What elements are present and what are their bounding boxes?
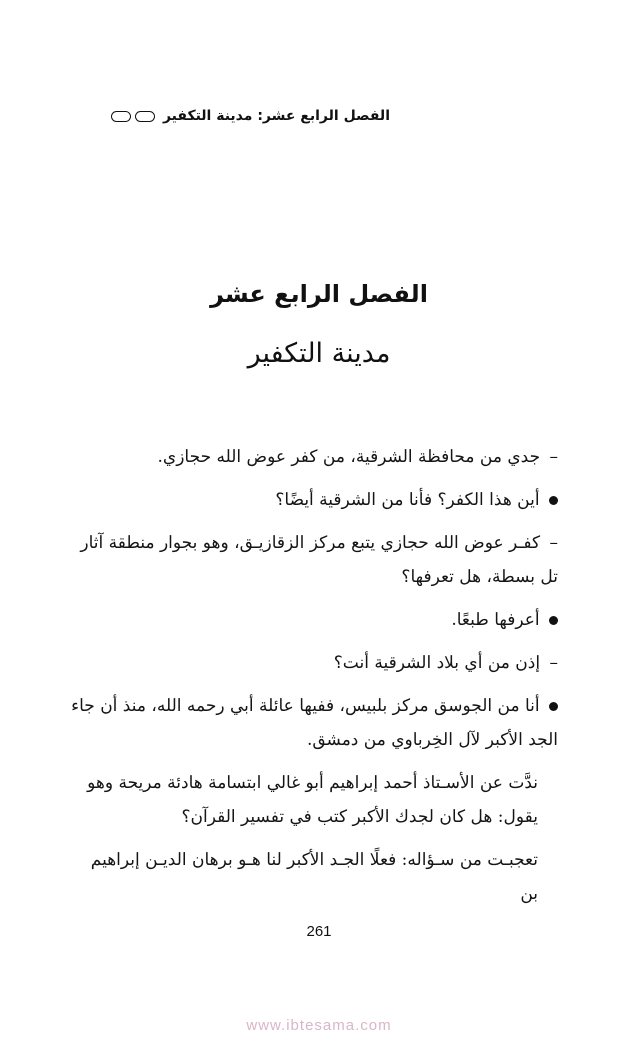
paragraph-text: تعجبـت من سـؤاله: فعلًا الجـد الأكبر لنا هـو برهان الديـن إبراهيم بن [90, 850, 538, 904]
paragraph-text: أعرفها طبعًا. [451, 610, 540, 630]
paragraph-text: ندَّت عن الأسـتاذ أحمد إبراهيم أبو غالي ابتسامة هادئة مريحة وهو يقول: هل كان لجدك الأكبر كتب في تفسير القرآن؟ [87, 773, 538, 827]
paragraph-text: أنا من الجوسق مركز بلبيس، ففيها عائلة أبي رحمه الله، منذ أن جاء الجد الأكبر لآل الخِرباوي من دمشق. [71, 696, 558, 750]
chapter-subtitle: مدينة التكفير [247, 338, 391, 369]
paragraph-8 [68, 843, 558, 911]
header-ornament-icon [111, 111, 155, 122]
dialogue-dash: – [549, 653, 558, 673]
chapter-title: الفصل الرابع عشر [210, 280, 428, 308]
body-text [68, 440, 558, 920]
paragraph-text: كفـر عوض الله حجازي يتبع مركز الزقازيـق، وهو بجوار منطقة آثار تل بسطة، هل تعرفها؟ [80, 533, 558, 587]
bullet-icon [549, 702, 558, 711]
paragraph-1 [68, 440, 558, 474]
paragraph-text: جدي من محافظة الشرقية، من كفر عوض الله حجازي. [157, 447, 541, 467]
dialogue-dash: – [549, 533, 558, 553]
bullet-icon [549, 496, 558, 505]
paragraph-text: إذن من أي بلاد الشرقية أنت؟ [333, 653, 541, 673]
paragraph-4 [68, 603, 558, 637]
paragraph-2 [68, 483, 558, 517]
bullet-icon [549, 616, 558, 625]
running-header [111, 108, 390, 124]
running-header-title: الفصل الرابع عشر: مدينة التكفير [162, 108, 390, 124]
paragraph-3 [68, 526, 558, 594]
dialogue-dash: – [549, 447, 558, 467]
paragraph-7 [68, 766, 558, 834]
page-number: 261 [306, 923, 332, 940]
watermark-link[interactable]: www.ibtesama.com [246, 1017, 392, 1034]
paragraph-6 [68, 689, 558, 757]
paragraph-5 [68, 646, 558, 680]
paragraph-text: أين هذا الكفر؟ فأنا من الشرقية أيضًا؟ [275, 490, 540, 510]
